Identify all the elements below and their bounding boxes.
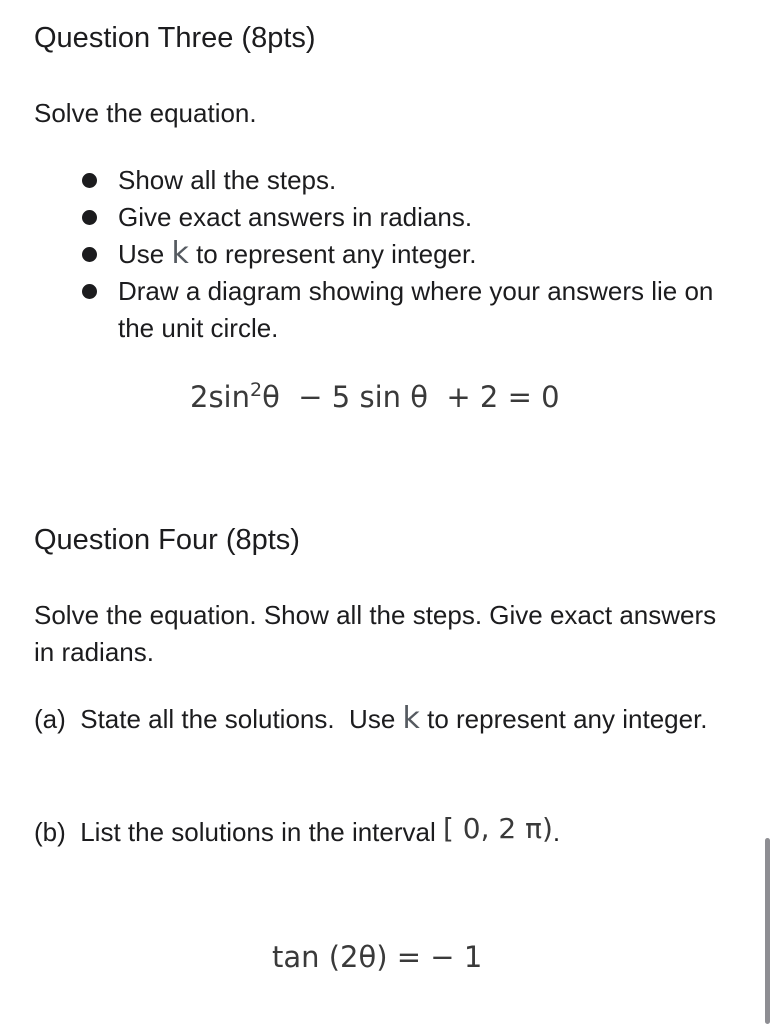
scrollbar-thumb[interactable] bbox=[765, 838, 770, 1024]
bullet-icon bbox=[82, 210, 97, 225]
bullet-text: Show all the steps. bbox=[118, 165, 337, 195]
bullet-item bbox=[80, 273, 740, 347]
bullet-item bbox=[80, 162, 740, 199]
question-four-instruction: Solve the equation. Show all the steps. Give exact answers in radians. bbox=[34, 600, 717, 667]
bullet-text: Draw a diagram showing where your answers lie on the unit circle. bbox=[118, 276, 714, 343]
question-three-bullet-list bbox=[80, 162, 740, 347]
bullet-item bbox=[80, 236, 740, 273]
equation-exponent: 2 bbox=[250, 379, 263, 401]
equation-part: θ − 5 sin θ + 2 = 0 bbox=[262, 380, 560, 414]
part-b-period: . bbox=[552, 817, 561, 847]
integer-variable-k: k bbox=[402, 701, 420, 736]
part-a-text: to represent any integer. bbox=[419, 704, 708, 734]
bullet-text: Give exact answers in radians. bbox=[118, 202, 473, 232]
question-four-part-b bbox=[34, 810, 734, 851]
interval-notation: [ 0, 2 π) bbox=[442, 812, 553, 845]
bullet-item bbox=[80, 199, 740, 236]
question-three-title: Question Three (8pts) bbox=[34, 22, 316, 54]
bullet-icon bbox=[82, 247, 97, 262]
part-a-text: (a) State all the solutions. Use bbox=[34, 704, 403, 734]
bullet-text: to represent any integer. bbox=[188, 239, 477, 269]
question-four-title: Question Four (8pts) bbox=[34, 524, 300, 556]
question-four-part-a bbox=[34, 701, 734, 738]
bullet-icon bbox=[82, 284, 97, 299]
question-three-equation bbox=[190, 380, 560, 414]
equation-part: 2sin bbox=[190, 380, 250, 414]
integer-variable-k: k bbox=[171, 236, 189, 271]
question-three-instruction: Solve the equation. bbox=[34, 98, 257, 128]
question-four-equation: tan (2θ) = − 1 bbox=[272, 940, 483, 974]
part-b-text: (b) List the solutions in the interval bbox=[34, 817, 443, 847]
bullet-text: Use bbox=[118, 239, 172, 269]
bullet-icon bbox=[82, 173, 97, 188]
